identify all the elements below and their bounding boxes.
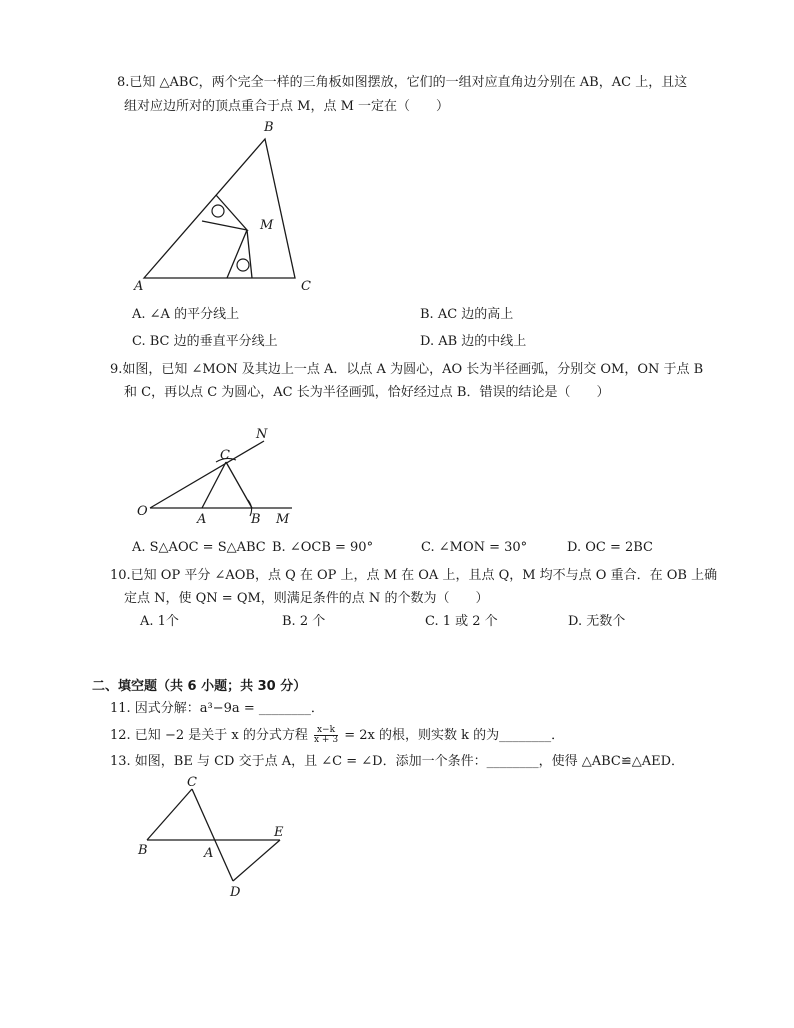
q8-figure bbox=[130, 118, 330, 298]
label-a: A bbox=[204, 846, 214, 861]
q8-stem-line1: 8.已知 △ABC，两个完全一样的三角板如图摆放，它们的一组对应直角边分别在 AB，AC 上，且这 bbox=[117, 75, 688, 90]
q9-stem-line1: 9.如图，已知 ∠MON 及其边上一点 A．以点 A 为圆心，AO 长为半径画弧，分别交 OM，ON 于点 B bbox=[110, 362, 704, 377]
label-b: B bbox=[251, 512, 261, 527]
q8-option-a[interactable]: A. ∠A 的平分线上 bbox=[132, 307, 240, 322]
q10-option-c[interactable]: C. 1 或 2 个 bbox=[425, 614, 498, 629]
q9-option-a[interactable]: A. S△AOC = S△ABC bbox=[132, 540, 266, 555]
q12-stem bbox=[110, 726, 564, 745]
label-c: C bbox=[301, 279, 311, 294]
segment-bc bbox=[147, 789, 192, 840]
q12-text-before: 12. 已知 −2 是关于 x 的分式方程 bbox=[110, 728, 308, 743]
q10-stem-line1: 10.已知 OP 平分 ∠AOB，点 Q 在 OP 上，点 M 在 OA 上，且点 Q，M 均不与点 O 重合．在 OB 上确 bbox=[110, 568, 718, 583]
q12-text-after: = 2x 的根，则实数 k 的为________． bbox=[344, 728, 565, 743]
segment-ac bbox=[202, 462, 226, 508]
q8-stem-line2: 组对应边所对的顶点重合于点 M，点 M 一定在（ ） bbox=[124, 99, 450, 114]
board-lower-hole bbox=[237, 259, 249, 271]
q10-option-b[interactable]: B. 2 个 bbox=[282, 614, 326, 629]
q13-figure bbox=[132, 776, 302, 906]
q8-option-d[interactable]: D. AB 边的中线上 bbox=[420, 334, 527, 349]
label-e: E bbox=[274, 825, 284, 840]
q8-option-b[interactable]: B. AC 边的高上 bbox=[420, 307, 514, 322]
q12-fraction-denominator: x + 3 bbox=[313, 735, 339, 745]
label-m: M bbox=[260, 218, 274, 233]
triangle-abc bbox=[144, 139, 295, 278]
q8-option-c[interactable]: C. BC 边的垂直平分线上 bbox=[132, 334, 278, 349]
q10-option-d[interactable]: D. 无数个 bbox=[568, 614, 626, 629]
board-lower bbox=[227, 230, 252, 278]
label-a: A bbox=[197, 512, 207, 527]
label-d: D bbox=[230, 885, 241, 900]
segment-cb bbox=[226, 462, 252, 508]
label-b: B bbox=[264, 120, 274, 135]
q11-stem: 11. 因式分解：a³−9a = ________． bbox=[110, 701, 324, 716]
q10-option-a[interactable]: A. 1个 bbox=[140, 614, 179, 629]
q9-option-d[interactable]: D. OC = 2BC bbox=[567, 540, 653, 555]
q10-stem-line2: 定点 N，使 QN = QM，则满足条件的点 N 的个数为（ ） bbox=[124, 591, 489, 606]
label-b: B bbox=[138, 843, 148, 858]
q9-option-c[interactable]: C. ∠MON = 30° bbox=[421, 540, 528, 555]
segment-cd bbox=[192, 789, 233, 881]
label-c: C bbox=[187, 775, 197, 790]
label-c: C bbox=[220, 448, 230, 463]
q13-stem: 13. 如图，BE 与 CD 交于点 A，且 ∠C = ∠D．添加一个条件：________，使得 △ABC≌△AED． bbox=[110, 754, 685, 769]
label-o: O bbox=[137, 504, 148, 519]
label-m: M bbox=[276, 512, 290, 527]
q12-fraction-numerator: x−k bbox=[314, 726, 338, 736]
board-upper-hole bbox=[212, 205, 224, 217]
section-fill-in-heading: 二、填空题（共 6 小题；共 30 分） bbox=[92, 679, 307, 694]
label-a: A bbox=[134, 279, 144, 294]
q9-option-b[interactable]: B. ∠OCB = 90° bbox=[272, 540, 374, 555]
q9-stem-line2: 和 C，再以点 C 为圆心，AC 长为半径画弧，恰好经过点 B．错误的结论是（ ） bbox=[124, 385, 610, 400]
q12-fraction bbox=[314, 726, 338, 745]
label-n: N bbox=[256, 427, 268, 442]
q9-figure bbox=[130, 422, 310, 532]
segment-ed bbox=[233, 840, 280, 881]
board-upper bbox=[202, 195, 247, 230]
